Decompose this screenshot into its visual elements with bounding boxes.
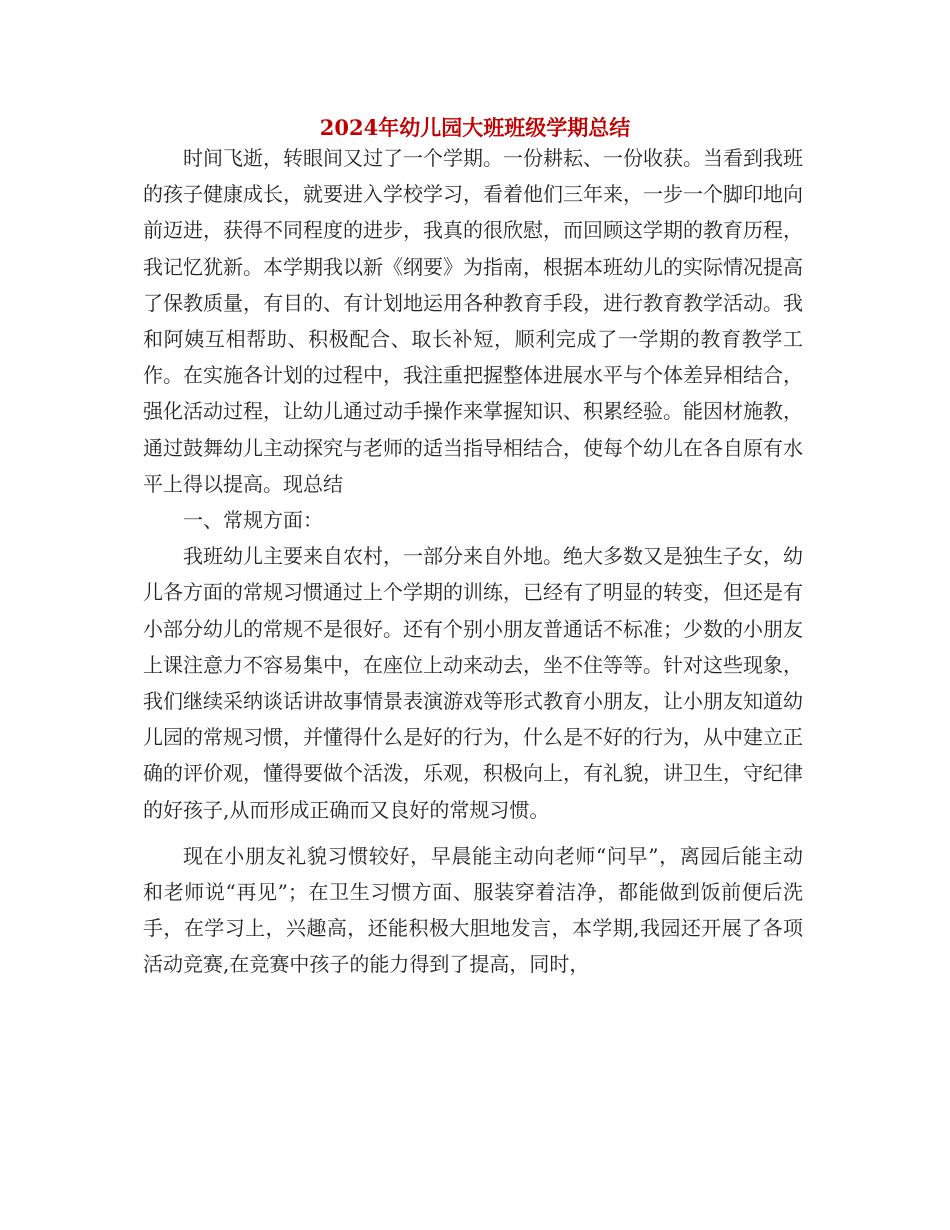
paragraph-intro: 时间飞逝，转眼间又过了一个学期。一份耕耘、一份收获。当看到我班的孩子健康成长，就要进入学校学习，看着他们三年来，一步一个脚印地向前迈进，获得不同程度的进步，我真的很欣慰，而回顾这学期的教育历程，我记忆犹新。本学期我以新《纲要》为指南，根据本班幼儿的实际情况提高了保教质量，有目的、有计划地运用各种教育手段，进行教育教学活动。我和阿姨互相帮助、积极配合、取长补短，顺利完成了一学期的教育教学工作。在实施各计划的过程中，我注重把握整体进展水平与个体差异相结合，强化活动过程，让幼儿通过动手操作来掌握知识、积累经验。能因材施教，通过鼓舞幼儿主动探究与老师的适当指导相结合，使每个幼儿在各自原有水平上得以提高。现总结 bbox=[143, 146, 803, 496]
document-title: 2024年幼儿园大班班级学期总结 bbox=[319, 115, 631, 140]
document-body bbox=[143, 140, 803, 983]
paragraph-manners: 现在小朋友礼貌习惯较好，早晨能主动向老师“问早”，离园后能主动和老师说“再见”；在卫生习惯方面、服装穿着洁净，都能做到饭前便后洗手，在学习上，兴趣高，还能积极大胆地发言，本学期,我园还开展了各项活动竞赛,在竞赛中孩子的能力得到了提高，同时， bbox=[143, 843, 803, 977]
section-heading-routine: 一、常规方面： bbox=[183, 508, 323, 533]
paragraph-routine: 我班幼儿主要来自农村，一部分来自外地。绝大多数又是独生子女，幼儿各方面的常规习惯通过上个学期的训练，已经有了明显的转变，但还是有小部分幼儿的常规不是很好。还有个别小朋友普通话不标准；少数的小朋友上课注意力不容易集中，在座位上动来动去，坐不住等等。针对这些现象，我们继续采纳谈话讲故事情景表演游戏等形式教育小朋友，让小朋友知道幼儿园的常规习惯，并懂得什么是好的行为，什么是不好的行为，从中建立正确的评价观，懂得要做个活泼，乐观，积极向上，有礼貌，讲卫生，守纪律的好孩子,从而形成正确而又良好的常规习惯。 bbox=[143, 544, 803, 822]
